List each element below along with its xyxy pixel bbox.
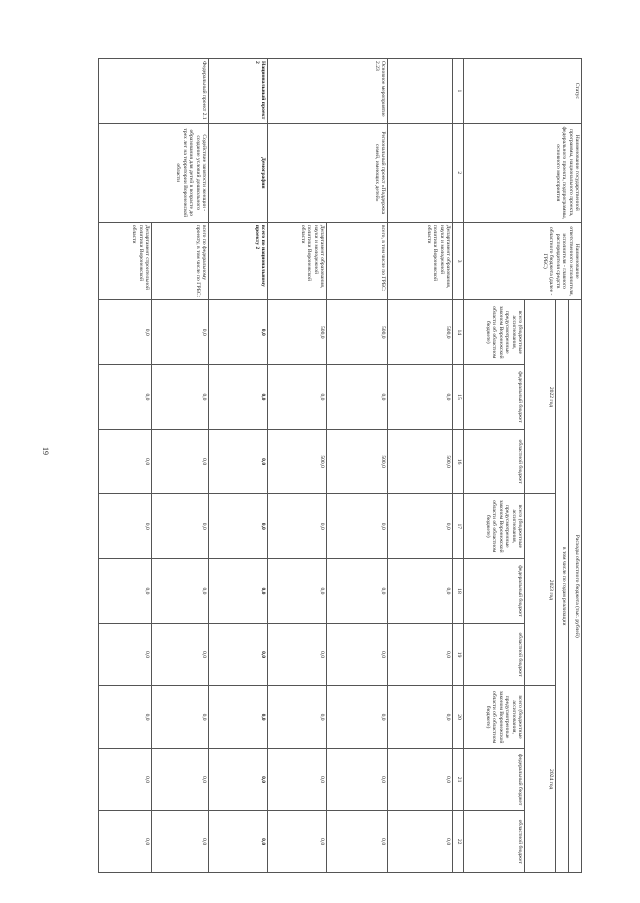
value-cell: 0,0 bbox=[152, 365, 209, 430]
col-index: 18 bbox=[453, 559, 464, 624]
header-name: Наименование государственной программы, национального проекта, федерального проекта, подпрограммы, основного мероприятия bbox=[464, 123, 582, 222]
value-cell: 0,0 bbox=[327, 623, 388, 686]
header-total-2024: всего (бюджетные ассигнования, предусмотренные законом Воронежской области об областном бюджете) bbox=[464, 686, 525, 749]
value-cell: 0,0 bbox=[99, 623, 152, 686]
value-cell: 0,0 bbox=[327, 811, 388, 873]
header-executor: Наименование ответственного исполнителя, исполнителя - главного распорядителя средств областного бюджета (далее - ГРБС) bbox=[464, 222, 582, 300]
value-cell: 500,0 bbox=[268, 300, 327, 365]
value-cell: 0,0 bbox=[209, 365, 268, 430]
table-row bbox=[152, 59, 209, 873]
value-cell: 0,0 bbox=[388, 686, 453, 749]
value-cell: 0,0 bbox=[327, 748, 388, 811]
name-cell: Содействие занятости женщин - создание условий дошкольного образования для детей в возрасте до трех лет на территории Воронежской области bbox=[99, 123, 209, 222]
budget-table bbox=[98, 58, 582, 873]
name-cell: Демография bbox=[209, 123, 268, 222]
header-federal-2023: федеральный бюджет bbox=[464, 559, 525, 624]
value-cell: 0,0 bbox=[268, 686, 327, 749]
value-cell: 0,0 bbox=[99, 429, 152, 494]
value-cell: 0,0 bbox=[152, 686, 209, 749]
header-federal-2024: федеральный бюджет bbox=[464, 748, 525, 811]
value-cell: 0,0 bbox=[388, 748, 453, 811]
value-cell: 0,0 bbox=[209, 811, 268, 873]
value-cell: 0,0 bbox=[209, 748, 268, 811]
header-federal-2022: федеральный бюджет bbox=[464, 365, 525, 430]
header-year-2022: 2022 год bbox=[525, 300, 556, 494]
executor-cell: Департамент образования, науки и молодежной политики Воронежской области bbox=[268, 222, 327, 300]
value-cell: 0,0 bbox=[99, 748, 152, 811]
value-cell: 0,0 bbox=[152, 748, 209, 811]
header-total-2022: всего (бюджетные ассигнования, предусмотренные законом Воронежской области об областном бюджете) bbox=[464, 300, 525, 365]
value-cell: 0,0 bbox=[388, 811, 453, 873]
value-cell: 0,0 bbox=[152, 623, 209, 686]
page-number: 19 bbox=[41, 447, 50, 455]
name-cell: Региональный проект «Поддержка семей, имеющих детей» bbox=[268, 123, 388, 222]
value-cell: 0,0 bbox=[327, 365, 388, 430]
col-index: 16 bbox=[453, 429, 464, 494]
rotated-table-container bbox=[42, 58, 582, 873]
value-cell: 0,0 bbox=[268, 365, 327, 430]
value-cell: 0,0 bbox=[327, 686, 388, 749]
header-expenses: Расходы областного бюджета (тыс. рублей) bbox=[569, 300, 582, 873]
col-index: 15 bbox=[453, 365, 464, 430]
status-cell: Основное мероприятие 2.23 bbox=[268, 59, 388, 124]
status-cell: Национальный проект 2 bbox=[209, 59, 268, 124]
value-cell: 0,0 bbox=[99, 494, 152, 559]
col-index: 1 bbox=[453, 59, 464, 124]
header-regional-2022: областной бюджет bbox=[464, 429, 525, 494]
executor-cell: всего, в том числе по ГРБС: bbox=[327, 222, 388, 300]
status-cell: Федеральный проект 2.1 bbox=[99, 59, 209, 124]
value-cell: 0,0 bbox=[388, 365, 453, 430]
value-cell: 500,0 bbox=[268, 429, 327, 494]
value-cell: 0,0 bbox=[268, 623, 327, 686]
value-cell: 0,0 bbox=[99, 811, 152, 873]
value-cell: 0,0 bbox=[99, 300, 152, 365]
col-index: 2 bbox=[453, 123, 464, 222]
value-cell: 500,0 bbox=[327, 429, 388, 494]
table-row bbox=[327, 59, 388, 873]
col-index: 14 bbox=[453, 300, 464, 365]
value-cell: 0,0 bbox=[268, 559, 327, 624]
value-cell: 0,0 bbox=[152, 300, 209, 365]
header-year-2023: 2023 год bbox=[525, 494, 556, 686]
value-cell: 0,0 bbox=[209, 559, 268, 624]
value-cell: 0,0 bbox=[327, 494, 388, 559]
col-index: 3 bbox=[453, 222, 464, 300]
table-row bbox=[388, 59, 453, 873]
col-index: 22 bbox=[453, 811, 464, 873]
value-cell: 0,0 bbox=[209, 300, 268, 365]
col-index: 21 bbox=[453, 748, 464, 811]
header-by-year: в том числе по годам реализации bbox=[556, 300, 569, 873]
value-cell: 0,0 bbox=[388, 623, 453, 686]
table-row bbox=[209, 59, 268, 873]
value-cell: 0,0 bbox=[152, 429, 209, 494]
col-index: 20 bbox=[453, 686, 464, 749]
col-index: 19 bbox=[453, 623, 464, 686]
value-cell: 0,0 bbox=[268, 494, 327, 559]
executor-cell: Департамент образования, науки и молодежной политики Воронежской области bbox=[388, 222, 453, 300]
executor-cell: Департамент строительной политики Воронежской области bbox=[99, 222, 152, 300]
column-index-row bbox=[453, 59, 464, 873]
header-status: Статус bbox=[464, 59, 582, 124]
executor-cell: всего по национальному проекту 2 bbox=[209, 222, 268, 300]
value-cell: 0,0 bbox=[152, 494, 209, 559]
col-index: 17 bbox=[453, 494, 464, 559]
value-cell: 0,0 bbox=[327, 559, 388, 624]
value-cell: 0,0 bbox=[209, 494, 268, 559]
value-cell: 0,0 bbox=[388, 494, 453, 559]
value-cell: 0,0 bbox=[209, 686, 268, 749]
value-cell: 0,0 bbox=[152, 559, 209, 624]
value-cell: 0,0 bbox=[99, 365, 152, 430]
value-cell: 0,0 bbox=[209, 429, 268, 494]
value-cell: 0,0 bbox=[99, 686, 152, 749]
header-regional-2023: областной бюджет bbox=[464, 623, 525, 686]
status-cell bbox=[388, 59, 453, 124]
header-regional-2024: областной бюджет bbox=[464, 811, 525, 873]
value-cell: 500,0 bbox=[327, 300, 388, 365]
header-total-2023: всего (бюджетные ассигнования, предусмотренные законом Воронежской области об областном бюджете) bbox=[464, 494, 525, 559]
value-cell: 0,0 bbox=[268, 811, 327, 873]
value-cell: 0,0 bbox=[99, 559, 152, 624]
header-year-2024: 2024 год bbox=[525, 686, 556, 873]
value-cell: 0,0 bbox=[388, 559, 453, 624]
value-cell: 0,0 bbox=[268, 748, 327, 811]
executor-cell: всего по федеральному проекту, в том числе по ГРБС: bbox=[152, 222, 209, 300]
value-cell: 0,0 bbox=[152, 811, 209, 873]
value-cell: 500,0 bbox=[388, 429, 453, 494]
value-cell: 500,0 bbox=[388, 300, 453, 365]
name-cell bbox=[388, 123, 453, 222]
value-cell: 0,0 bbox=[209, 623, 268, 686]
